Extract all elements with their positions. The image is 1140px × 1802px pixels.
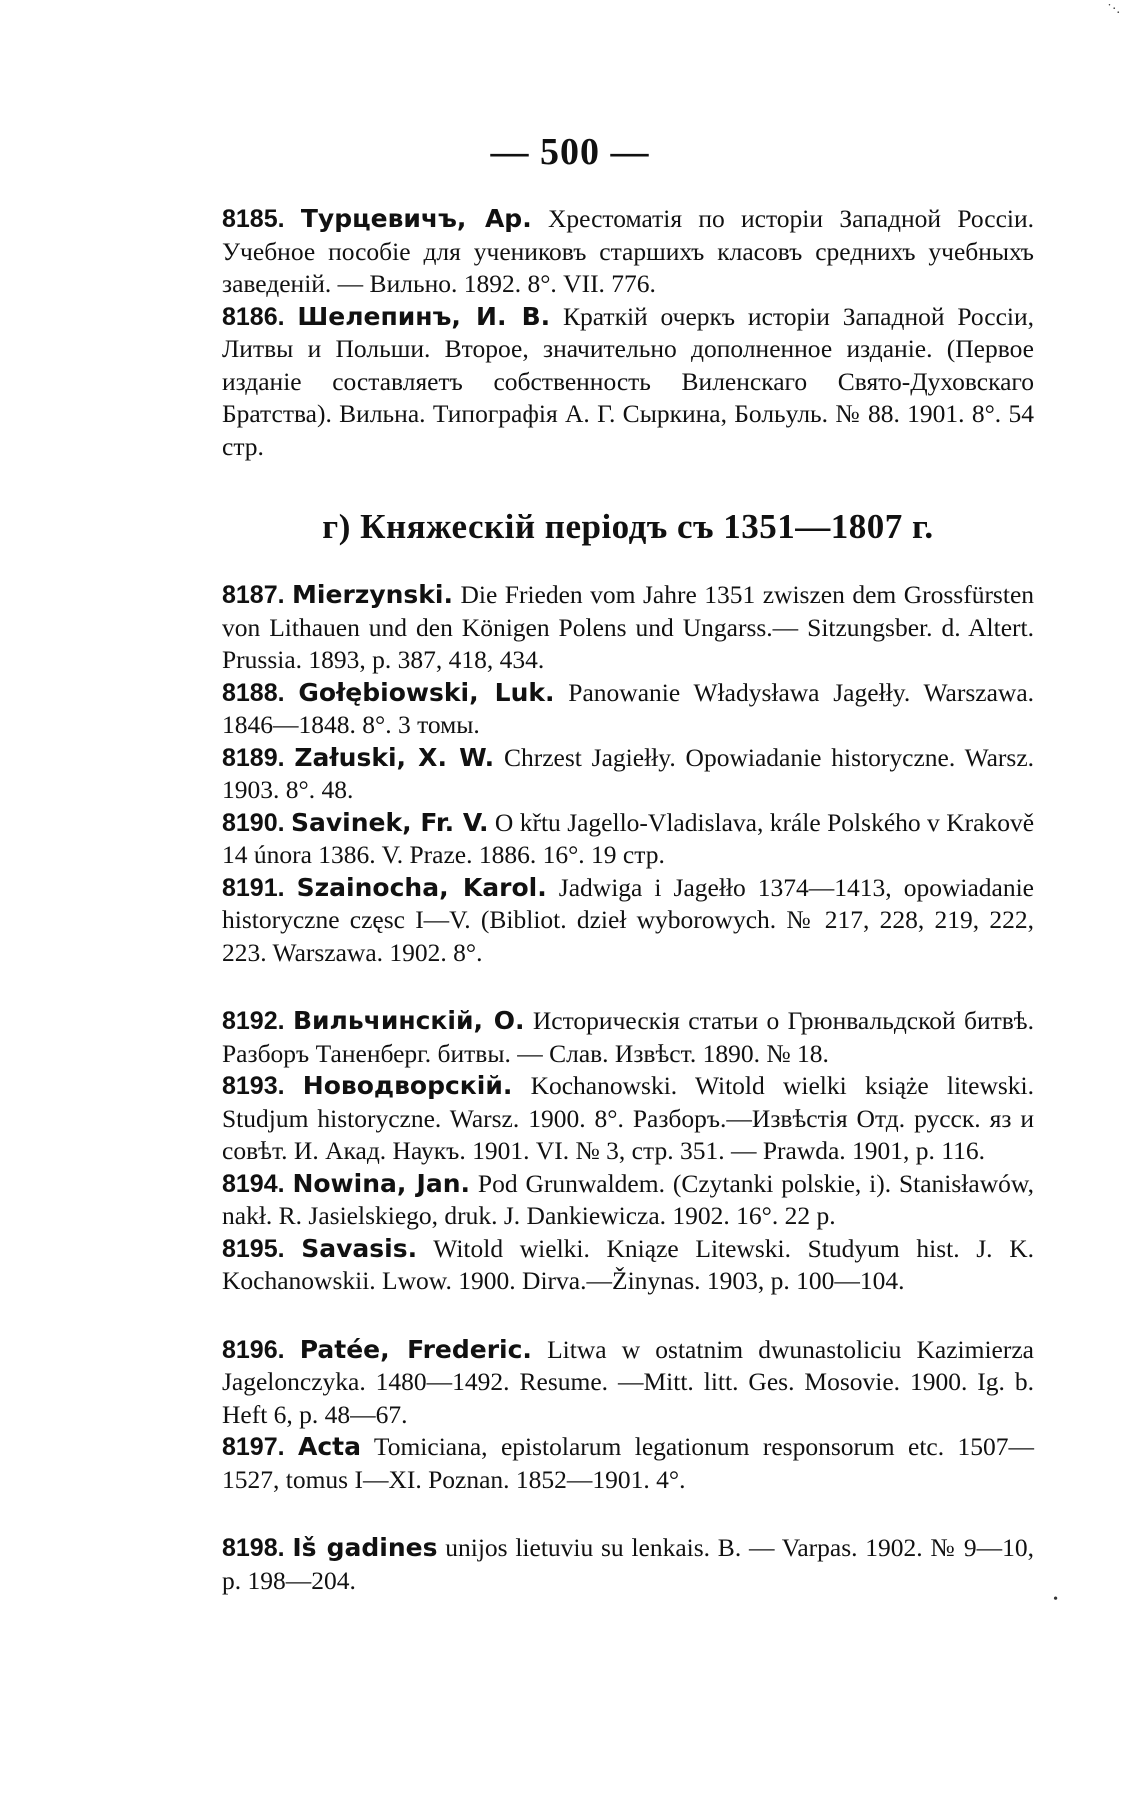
entry-8187 xyxy=(222,579,1034,677)
entry-number: 8197. xyxy=(222,1433,285,1461)
entry-author: Вильчинскій, О. xyxy=(292,1006,525,1035)
entry-author: Savinek, Fr. V. xyxy=(290,807,489,837)
entry-number: 8195. xyxy=(222,1234,285,1263)
entry-number: 8187. xyxy=(222,581,285,609)
page-number: — 500 — xyxy=(490,131,650,173)
entry-text: O křtu Jagello-Vladislava, krále Polského v Krakově 14 února 1386. V. Praze. 1886. 16°. 19 стр. xyxy=(222,807,1035,869)
entry-number: 8198. xyxy=(222,1534,285,1562)
entry-8195 xyxy=(222,1233,1034,1298)
entry-text: Tomiciana, epistolarum legationum responsorum etc. 1507—1527, tomus I—XI. Poznan. 1852—1901. 4°. xyxy=(222,1432,1035,1494)
entry-author: Шелепинъ, И. В. xyxy=(297,301,551,331)
entry-8185 xyxy=(222,203,1034,301)
entry-text: Историческія статьи о Грюнвальдской битвѣ. Разборъ Таненберг. битвы. — Слав. Извѣст. 1890. № 18. xyxy=(222,1006,1035,1068)
entry-author: Patée, Frederic. xyxy=(299,1334,532,1364)
entry-number: 8191. xyxy=(222,873,285,902)
entry-number: 8185. xyxy=(222,205,285,233)
entry-text: Kochanowski. Witold wielki książe litewski. Studjum historyczne. Warsz. 1900. 8°. Разборъ.—Извѣстія Отд. русск. яз и совѣт. И. Акад. Наукъ. 1901. VI. № 3, стр. 351. — Prawda. 1901, p. 116. xyxy=(222,1071,1035,1165)
entry-author: Savasis. xyxy=(301,1233,418,1263)
scan-speck-mark: ˙·. xyxy=(1107,2,1120,17)
bibliography-column xyxy=(222,203,1034,1597)
entry-text: unijos lietuviu su lenkais. B. — Varpas. 1902. № 9—10, p. 198—204. xyxy=(222,1533,1035,1595)
spacer xyxy=(222,1496,1034,1532)
entry-text: Litwa w ostatnim dwunastoliciu Kazimierza Jagelonczyka. 1480—1492. Resume. —Mitt. litt. Ges. Mosovie. 1900. Ig. b. Heft 6, p. 48—67. xyxy=(222,1334,1034,1429)
entry-author: Gołębiowski, Luk. xyxy=(298,677,555,707)
entry-author: Załuski, X. W. xyxy=(294,742,495,772)
entry-text: Краткій очеркъ исторіи Западной Россіи, Литвы и Польши. Второе, значительно дополненное изданіе. (Первое изданіе составляетъ собственность Виленскаго Свято-Духовскаго Братства). Вильна. Типографія А. Г. Сыркина, Больуль. № 88. 1901. 8°. 54 стр. xyxy=(222,301,1035,461)
entry-text: Panowanie Władysława Jagełły. Warszawa. 1846—1848. 8°. 3 томы. xyxy=(222,677,1035,739)
entry-number: 8196. xyxy=(222,1335,285,1364)
entry-text: Die Frieden vom Jahre 1351 zwiszen dem Grossfürsten von Lithauen und den Königen Polens und Ungarss.— Sitzungsber. d. Altert. Prussia. 1893, p. 387, 418, 434. xyxy=(222,580,1035,674)
entry-author: Acta xyxy=(297,1432,361,1461)
entry-8190 xyxy=(222,807,1034,872)
entry-text: Jadwiga i Jagełło 1374—1413, opowiadanie historyczne częsc I—V. (Bibliot. dzieł wyborowych. № 217, 228, 219, 222, 223. Warszawa. 1902. 8°. xyxy=(222,872,1034,967)
entry-8194 xyxy=(222,1168,1034,1233)
entry-text: Pod Grunwaldem. (Czytanki polskie, i). Stanisławów, nakł. R. Jasielskiego, druk. J. Dankiewicza. 1902. 16°. 22 p. xyxy=(222,1168,1035,1230)
entry-author: Nowina, Jan. xyxy=(292,1168,471,1198)
entry-8193 xyxy=(222,1070,1034,1168)
entry-author: Mierzynski. xyxy=(292,580,453,609)
spacer xyxy=(222,1298,1034,1334)
entry-8197 xyxy=(222,1431,1034,1496)
entry-8189 xyxy=(222,742,1034,807)
entry-text: Chrzest Jagiełły. Opowiadanie historyczne. Warsz. 1903. 8°. 48. xyxy=(222,742,1035,804)
entry-text: Хрестоматія по исторіи Западной Россіи. Учебное пособіе для учениковъ старшихъ класовъ среднихъ учебныхъ заведеній. — Вильно. 1892. 8°. VII. 776. xyxy=(222,204,1035,298)
entry-8198 xyxy=(222,1532,1034,1597)
spacer xyxy=(222,969,1034,1005)
entry-8196 xyxy=(222,1334,1034,1432)
entry-number: 8192. xyxy=(222,1007,285,1035)
entry-number: 8190. xyxy=(222,808,285,837)
entry-text: Witold wielki. Kniąze Litewski. Studyum hist. J. K. Kochanowskii. Lwow. 1900. Dirva.—Žinynas. 1903, p. 100—104. xyxy=(222,1233,1035,1295)
entry-number: 8193. xyxy=(222,1072,285,1100)
entry-number: 8189. xyxy=(222,743,285,772)
section-heading: г) Княжескій періодъ съ 1351—1807 г. xyxy=(322,507,934,546)
entry-author: Новодворскій. xyxy=(302,1071,513,1100)
entry-number: 8186. xyxy=(222,302,285,331)
entry-8186 xyxy=(222,301,1034,464)
entry-author: Szainocha, Karol. xyxy=(296,872,547,902)
entry-8188 xyxy=(222,677,1034,742)
entry-number: 8194. xyxy=(222,1169,285,1198)
entry-number: 8188. xyxy=(222,678,285,707)
entry-author: Турцевичъ, Ар. xyxy=(300,204,532,233)
scan-speck-mark: • xyxy=(1053,1592,1058,1607)
entry-author: Iš gadines xyxy=(292,1533,438,1562)
entry-8191 xyxy=(222,872,1034,970)
entry-8192 xyxy=(222,1005,1034,1070)
